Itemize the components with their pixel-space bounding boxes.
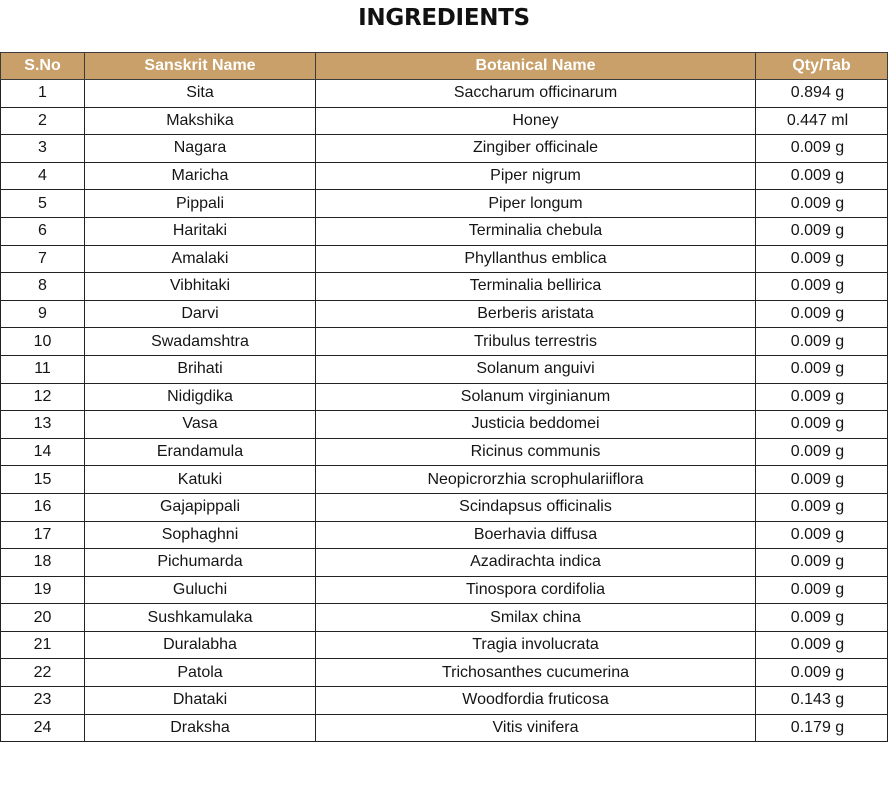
column-header-botanical-name: Botanical Name <box>316 53 756 80</box>
column-header-qty-per-tab: Qty/Tab <box>756 53 888 80</box>
ingredients-table <box>0 52 888 742</box>
table-row <box>1 383 888 411</box>
cell-sno: 18 <box>1 549 85 577</box>
table-row <box>1 245 888 273</box>
page-title: INGREDIENTS <box>358 5 530 31</box>
cell-botanical-name: Justicia beddomei <box>316 411 756 439</box>
cell-sanskrit-name: Maricha <box>85 162 316 190</box>
cell-botanical-name: Scindapsus officinalis <box>316 493 756 521</box>
cell-botanical-name: Trichosanthes cucumerina <box>316 659 756 687</box>
table-header-row <box>1 53 888 80</box>
cell-sanskrit-name: Pichumarda <box>85 549 316 577</box>
cell-sno: 4 <box>1 162 85 190</box>
cell-qty: 0.447 ml <box>756 107 888 135</box>
table-row <box>1 273 888 301</box>
cell-sno: 9 <box>1 300 85 328</box>
table-row <box>1 549 888 577</box>
cell-sanskrit-name: Darvi <box>85 300 316 328</box>
cell-qty: 0.894 g <box>756 80 888 108</box>
cell-botanical-name: Vitis vinifera <box>316 714 756 742</box>
cell-qty: 0.009 g <box>756 300 888 328</box>
cell-qty: 0.009 g <box>756 576 888 604</box>
cell-sno: 17 <box>1 521 85 549</box>
table-row <box>1 135 888 163</box>
cell-sanskrit-name: Gajapippali <box>85 493 316 521</box>
cell-sno: 11 <box>1 355 85 383</box>
cell-qty: 0.009 g <box>756 328 888 356</box>
cell-botanical-name: Phyllanthus emblica <box>316 245 756 273</box>
table-row <box>1 466 888 494</box>
cell-sanskrit-name: Dhataki <box>85 687 316 715</box>
cell-sanskrit-name: Makshika <box>85 107 316 135</box>
cell-sno: 10 <box>1 328 85 356</box>
cell-sanskrit-name: Vibhitaki <box>85 273 316 301</box>
cell-sanskrit-name: Pippali <box>85 190 316 218</box>
cell-botanical-name: Berberis aristata <box>316 300 756 328</box>
cell-botanical-name: Tragia involucrata <box>316 631 756 659</box>
table-row <box>1 714 888 742</box>
cell-qty: 0.143 g <box>756 687 888 715</box>
table-row <box>1 411 888 439</box>
table-row <box>1 107 888 135</box>
cell-qty: 0.009 g <box>756 493 888 521</box>
cell-qty: 0.009 g <box>756 355 888 383</box>
table-row <box>1 328 888 356</box>
table-row <box>1 438 888 466</box>
table-row <box>1 80 888 108</box>
cell-botanical-name: Solanum virginianum <box>316 383 756 411</box>
cell-sanskrit-name: Swadamshtra <box>85 328 316 356</box>
cell-sno: 14 <box>1 438 85 466</box>
cell-botanical-name: Tribulus terrestris <box>316 328 756 356</box>
cell-qty: 0.009 g <box>756 135 888 163</box>
cell-qty: 0.009 g <box>756 245 888 273</box>
cell-sno: 12 <box>1 383 85 411</box>
cell-sno: 19 <box>1 576 85 604</box>
cell-sno: 3 <box>1 135 85 163</box>
column-header-sno: S.No <box>1 53 85 80</box>
cell-qty: 0.009 g <box>756 162 888 190</box>
cell-qty: 0.179 g <box>756 714 888 742</box>
cell-qty: 0.009 g <box>756 273 888 301</box>
cell-sanskrit-name: Sophaghni <box>85 521 316 549</box>
cell-botanical-name: Smilax china <box>316 604 756 632</box>
cell-qty: 0.009 g <box>756 411 888 439</box>
cell-botanical-name: Ricinus communis <box>316 438 756 466</box>
cell-qty: 0.009 g <box>756 659 888 687</box>
table-row <box>1 604 888 632</box>
cell-qty: 0.009 g <box>756 438 888 466</box>
cell-sno: 6 <box>1 217 85 245</box>
cell-qty: 0.009 g <box>756 383 888 411</box>
cell-botanical-name: Zingiber officinale <box>316 135 756 163</box>
table-row <box>1 162 888 190</box>
cell-sno: 2 <box>1 107 85 135</box>
cell-qty: 0.009 g <box>756 549 888 577</box>
cell-botanical-name: Tinospora cordifolia <box>316 576 756 604</box>
cell-botanical-name: Neopicrorzhia scrophulariiflora <box>316 466 756 494</box>
table-row <box>1 687 888 715</box>
cell-sno: 22 <box>1 659 85 687</box>
cell-botanical-name: Piper nigrum <box>316 162 756 190</box>
cell-sno: 15 <box>1 466 85 494</box>
cell-qty: 0.009 g <box>756 521 888 549</box>
cell-sanskrit-name: Erandamula <box>85 438 316 466</box>
cell-sno: 13 <box>1 411 85 439</box>
cell-sanskrit-name: Haritaki <box>85 217 316 245</box>
table-row <box>1 190 888 218</box>
cell-sno: 20 <box>1 604 85 632</box>
cell-sanskrit-name: Sita <box>85 80 316 108</box>
cell-botanical-name: Azadirachta indica <box>316 549 756 577</box>
table-row <box>1 631 888 659</box>
cell-qty: 0.009 g <box>756 466 888 494</box>
table-row <box>1 355 888 383</box>
cell-sno: 23 <box>1 687 85 715</box>
table-row <box>1 576 888 604</box>
cell-sanskrit-name: Nidigdika <box>85 383 316 411</box>
table-row <box>1 300 888 328</box>
cell-botanical-name: Saccharum officinarum <box>316 80 756 108</box>
cell-sno: 5 <box>1 190 85 218</box>
cell-botanical-name: Woodfordia fruticosa <box>316 687 756 715</box>
cell-botanical-name: Terminalia bellirica <box>316 273 756 301</box>
cell-botanical-name: Piper longum <box>316 190 756 218</box>
cell-qty: 0.009 g <box>756 190 888 218</box>
table-row <box>1 217 888 245</box>
cell-sno: 16 <box>1 493 85 521</box>
cell-sanskrit-name: Guluchi <box>85 576 316 604</box>
cell-sanskrit-name: Amalaki <box>85 245 316 273</box>
table-row <box>1 521 888 549</box>
table-row <box>1 659 888 687</box>
column-header-sanskrit-name: Sanskrit Name <box>85 53 316 80</box>
cell-sanskrit-name: Patola <box>85 659 316 687</box>
cell-sanskrit-name: Draksha <box>85 714 316 742</box>
cell-sno: 24 <box>1 714 85 742</box>
cell-sno: 8 <box>1 273 85 301</box>
cell-sanskrit-name: Duralabha <box>85 631 316 659</box>
cell-botanical-name: Terminalia chebula <box>316 217 756 245</box>
cell-botanical-name: Honey <box>316 107 756 135</box>
cell-sanskrit-name: Vasa <box>85 411 316 439</box>
cell-sno: 7 <box>1 245 85 273</box>
cell-sanskrit-name: Brihati <box>85 355 316 383</box>
cell-sanskrit-name: Sushkamulaka <box>85 604 316 632</box>
cell-sno: 1 <box>1 80 85 108</box>
table-row <box>1 493 888 521</box>
cell-sanskrit-name: Nagara <box>85 135 316 163</box>
cell-sanskrit-name: Katuki <box>85 466 316 494</box>
cell-qty: 0.009 g <box>756 604 888 632</box>
cell-botanical-name: Solanum anguivi <box>316 355 756 383</box>
cell-sno: 21 <box>1 631 85 659</box>
cell-botanical-name: Boerhavia diffusa <box>316 521 756 549</box>
table-body <box>1 80 888 742</box>
cell-qty: 0.009 g <box>756 631 888 659</box>
cell-qty: 0.009 g <box>756 217 888 245</box>
